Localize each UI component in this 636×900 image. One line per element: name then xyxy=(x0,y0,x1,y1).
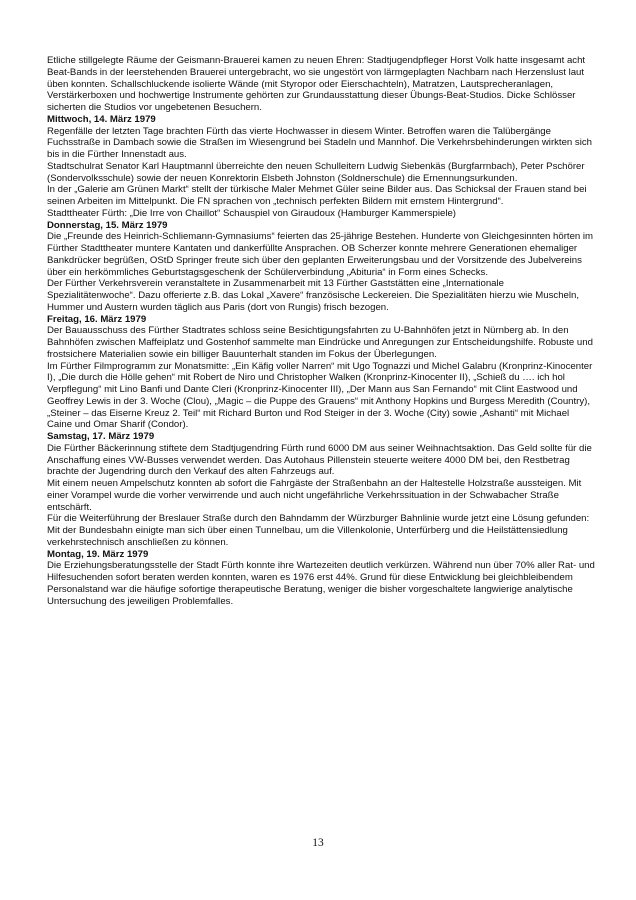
section-heading: Samstag, 17. März 1979 xyxy=(47,431,155,442)
paragraph: Stadtschulrat Senator Karl Hauptmannl überreichte den neuen Schulleitern Ludwig Siebenkäs (Burgfarrnbach), Peter Pschörer (Sondervolksschule) sowie der neuen Konrektorin Elsbeth Johnston (Soldnerschule) die Ernennungsurkunden. xyxy=(47,160,585,184)
intro-paragraph: Etliche stillgelegte Räume der Geismann-Brauerei kamen zu neuen Ehren: Stadtjugendpfleger Horst Volk hatte insgesamt acht Beat-Bands in der leerstehenden Brauerei untergebracht, wo sie ungestört von lärmgeplagten Nachbarn nach Herzenslust laut üben konnten. Schallschluckende isolierte Wände (mit Styropor oder Eierschachteln), Matratzen, Lautsprecheranlagen, Verstärkerboxen und hochwertige Instrumente gehörten zur Grundausstattung dieser Übungs-Beat-Studios. Dicke Schlösser sicherten die Studios vor ungebetenen Besuchern. xyxy=(47,55,586,113)
section-fri-16 xyxy=(47,314,595,432)
paragraph: Regenfälle der letzten Tage brachten Fürth das vierte Hochwasser in diesem Winter. Betroffen waren die Talübergänge Fuchsstraße in Dambach sowie die Straßen im Wiesengrund bei Stadeln und Mannhof. Die Verkehrsbehinderungen wirkten sich bis in die Fürther Innenstadt aus. xyxy=(47,125,592,160)
paragraph: Mit einem neuen Ampelschutz konnten ab sofort die Fahrgäste der Straßenbahn an der Haltestelle Holzstraße aussteigen. Mit einer Vorampel wurde die vorher verwirrende und auch nicht ungefährliche Verkehrssituation in der Schwabacher Straße entschärft. xyxy=(47,478,582,513)
page-number: 13 xyxy=(312,837,324,849)
section-heading: Montag, 19. März 1979 xyxy=(47,548,149,560)
document-body xyxy=(47,55,595,607)
paragraph: Die „Freunde des Heinrich-Schliemann-Gymnasiums“ feierten das 25-jährige Bestehen. Hunderte von Gleichgesinnten hörten im Fürther Stadttheater muntere Kantaten und dankerfüllte Ansprachen. OB Scherzer konnte mehrere Generationen ehemaliger Bankdrücker begrüßen, OStD Springer freute sich über den geplanten Erweiterungsbau und der Vorsitzende des Jubelvereins über ein herkömmliches Geburtstagsgeschenk der Schülerverbindung „Abituria“ in Form eines Schecks. xyxy=(47,231,594,278)
paragraph: In der „Galerie am Grünen Markt“ stellt der türkische Maler Mehmet Güler seine Bilder aus. Das Schicksal der Frauen stand bei seinen Arbeiten im Mittelpunkt. Die FN sprachen von „technisch perfekten Bildern mit ernstem Hintergrund“. xyxy=(47,184,587,207)
section-heading: Donnerstag, 15. März 1979 xyxy=(47,219,168,231)
paragraph: Stadttheater Fürth: „Die Irre von Chaillot“ Schauspiel von Giraudoux (Hamburger Kammerspiele) xyxy=(47,207,456,219)
paragraph: Die Erziehungsberatungsstelle der Stadt Fürth konnte ihre Wartezeiten deutlich verkürzen. Während nun über 70% aller Rat- und Hilfesuchenden sofort beraten werden konnten, waren es 1976 erst 44%. Grund für diese Entwicklung bei gleichbleibendem Personalstand war die häufige sofortige therapeutische Beratung, weniger die bisher vorgeschaltete langwierige analytische Untersuchung des jeweiligen Problemfalles. xyxy=(47,560,595,607)
section-wed-14 xyxy=(47,114,595,220)
paragraph: Die Fürther Bäckerinnung stiftete dem Stadtjugendring Fürth rund 6000 DM aus seiner Weihnachtsaktion. Das Geld sollte für die Anschaffung eines VW-Busses verwendet werden. Das Autohaus Pillenstein steuerte weitere 4000 DM bei, den Restbetrag brachte der Jugendring durch den Verkauf des alten Fahrzeugs auf. xyxy=(47,442,592,478)
section-sat-17 xyxy=(47,431,595,549)
paragraph: Der Fürther Verkehrsverein veranstaltete in Zusammenarbeit mit 13 Fürther Gaststätten eine „Internationale Spezialitätenwoche“. Dazu offerierte z.B. das Lokal „Xavere“ französische Leckereien. Die Spezialitäten hierzu wie Muscheln, Hummer und Austern wurden täglich aus Paris (dort von Rungis) frisch bezogen. xyxy=(47,278,580,313)
paragraph: Der Bauausschuss des Fürther Stadtrates schloss seine Besichtigungsfahrten zu U-Bahnhöfen jetzt in Nürnberg ab. In den Bahnhöfen zwischen Maffeiplatz und Gostenhof sammelte man Eindrücke und Anregungen zur Entscheidungshilfe. Robuste und frostsichere Materialien sowie ein billiger Bauunterhalt standen im Fokus der Überlegungen. xyxy=(47,325,593,360)
section-thu-15 xyxy=(47,220,595,314)
section-heading: Mittwoch, 14. März 1979 xyxy=(47,113,156,125)
section-mon-19 xyxy=(47,549,595,608)
section-heading: Freitag, 16. März 1979 xyxy=(47,313,147,325)
paragraph: Im Fürther Filmprogramm zur Monatsmitte: „Ein Käfig voller Narren“ mit Ugo Tognazzi und Michel Galabru (Kronprinz-Kinocenter I), „Die durch die Hölle gehen“ mit Robert de Niro und Christopher Walken (Kronprinz-Kinocenter II), „Schieß du …. ich hol Verpflegung“ mit Lino Banfi und Dante Cleri (Kronprinz-Kinocenter III), „Der Mann aus San Fernando“ mit Clint Eastwood und Geoffrey Lewis in der 3. Woche (Clou), „Magic – die Puppe des Grauens“ mit Anthony Hopkins und Burgess Meredith (Country), „Steiner – das Eiserne Kreuz 2. Teil“ mit Richard Burton und Rod Steiger in der 3. Woche (City) sowie „Ashanti“ mit Michael Caine und Omar Sharif (Condor). xyxy=(47,360,593,431)
paragraph: Für die Weiterführung der Breslauer Straße durch den Bahndamm der Würzburger Bahnlinie wurde jetzt eine Lösung gefunden: Mit der Bundesbahn einigte man sich über einen Tunnelbau, um die Villenkolonie, Unterfürberg und die Heilstättensiedlung verkehrstechnisch anschließen zu können. xyxy=(47,513,590,548)
